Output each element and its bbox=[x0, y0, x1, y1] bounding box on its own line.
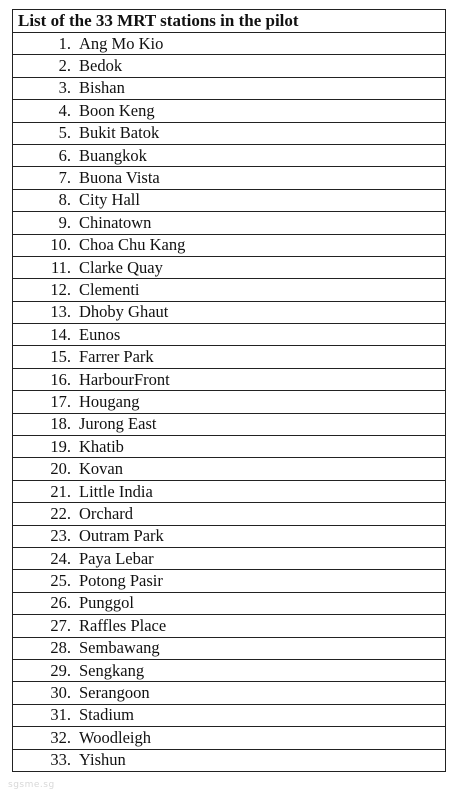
row-number: 19. bbox=[50, 436, 71, 456]
row-number: 4. bbox=[58, 100, 71, 120]
station-name: Bukit Batok bbox=[79, 123, 160, 143]
station-name: Yishun bbox=[79, 750, 126, 770]
table-row bbox=[13, 749, 446, 771]
table-cell bbox=[13, 659, 446, 681]
table-cell bbox=[13, 189, 446, 211]
table-row bbox=[13, 704, 446, 726]
table-cell bbox=[13, 570, 446, 592]
table-cell bbox=[13, 324, 446, 346]
table-row bbox=[13, 637, 446, 659]
station-name: Bedok bbox=[79, 56, 123, 76]
row-number: 12. bbox=[50, 279, 71, 299]
table-cell bbox=[13, 413, 446, 435]
row-number: 5. bbox=[58, 123, 71, 143]
mrt-stations-table bbox=[12, 9, 446, 772]
table-row bbox=[13, 77, 446, 99]
row-number: 1. bbox=[58, 33, 71, 53]
station-name: Little India bbox=[79, 481, 153, 501]
table-row bbox=[13, 659, 446, 681]
table-cell bbox=[13, 301, 446, 323]
row-number: 15. bbox=[50, 347, 71, 367]
table-row bbox=[13, 234, 446, 256]
table-row bbox=[13, 391, 446, 413]
table-row bbox=[13, 346, 446, 368]
table-row bbox=[13, 33, 446, 55]
row-number: 33. bbox=[50, 750, 71, 770]
table-cell bbox=[13, 615, 446, 637]
row-number: 13. bbox=[50, 302, 71, 322]
row-number: 28. bbox=[50, 638, 71, 658]
station-name: Hougang bbox=[79, 391, 140, 411]
table-cell bbox=[13, 144, 446, 166]
station-name: Clementi bbox=[79, 279, 140, 299]
row-number: 30. bbox=[50, 683, 71, 703]
table-cell bbox=[13, 525, 446, 547]
row-number: 18. bbox=[50, 414, 71, 434]
station-name: Choa Chu Kang bbox=[79, 235, 186, 255]
table-cell bbox=[13, 704, 446, 726]
table-cell bbox=[13, 77, 446, 99]
table-row bbox=[13, 570, 446, 592]
table-row bbox=[13, 480, 446, 502]
table-row bbox=[13, 100, 446, 122]
table-row bbox=[13, 279, 446, 301]
row-number: 10. bbox=[50, 235, 71, 255]
table-cell bbox=[13, 212, 446, 234]
station-name: Serangoon bbox=[79, 683, 150, 703]
station-name: Stadium bbox=[79, 705, 135, 725]
table-cell bbox=[13, 33, 446, 55]
table-row bbox=[13, 413, 446, 435]
station-name: Jurong East bbox=[79, 414, 157, 434]
table-row bbox=[13, 301, 446, 323]
table-row bbox=[13, 592, 446, 614]
table-row bbox=[13, 547, 446, 569]
table-row bbox=[13, 458, 446, 480]
row-number: 3. bbox=[58, 78, 71, 98]
row-number: 16. bbox=[50, 369, 71, 389]
station-name: Farrer Park bbox=[79, 347, 154, 367]
station-name: Sengkang bbox=[79, 660, 145, 680]
table-row bbox=[13, 525, 446, 547]
row-number: 11. bbox=[50, 257, 71, 277]
station-name: Potong Pasir bbox=[79, 571, 163, 591]
table-cell bbox=[13, 346, 446, 368]
table-header-row bbox=[13, 10, 446, 33]
row-number: 23. bbox=[50, 526, 71, 546]
station-name: Khatib bbox=[79, 436, 124, 456]
table-cell bbox=[13, 122, 446, 144]
row-number: 2. bbox=[58, 56, 71, 76]
row-number: 26. bbox=[50, 593, 71, 613]
station-name: Dhoby Ghaut bbox=[79, 302, 169, 322]
table-cell bbox=[13, 458, 446, 480]
station-name: Chinatown bbox=[79, 212, 152, 232]
station-name: City Hall bbox=[79, 190, 140, 210]
table-row bbox=[13, 167, 446, 189]
station-name: Outram Park bbox=[79, 526, 164, 546]
station-name: Sembawang bbox=[79, 638, 160, 658]
table-row bbox=[13, 122, 446, 144]
table-row bbox=[13, 144, 446, 166]
station-name: Kovan bbox=[79, 459, 123, 479]
row-number: 6. bbox=[58, 145, 71, 165]
station-name: Woodleigh bbox=[79, 727, 151, 747]
table-row bbox=[13, 368, 446, 390]
table-cell bbox=[13, 480, 446, 502]
row-number: 31. bbox=[50, 705, 71, 725]
table-row bbox=[13, 189, 446, 211]
row-number: 9. bbox=[58, 212, 71, 232]
table-cell bbox=[13, 503, 446, 525]
table-row bbox=[13, 55, 446, 77]
watermark: sgsme.sg bbox=[8, 780, 55, 790]
table-body bbox=[13, 33, 446, 772]
table-row bbox=[13, 682, 446, 704]
table-cell bbox=[13, 592, 446, 614]
table-cell bbox=[13, 55, 446, 77]
station-name: Bishan bbox=[79, 78, 125, 98]
station-name: Ang Mo Kio bbox=[79, 33, 164, 53]
table-cell bbox=[13, 100, 446, 122]
table-cell bbox=[13, 391, 446, 413]
table-cell bbox=[13, 749, 446, 771]
station-name: Buona Vista bbox=[79, 168, 160, 188]
station-name: HarbourFront bbox=[79, 369, 170, 389]
table-row bbox=[13, 727, 446, 749]
table-cell bbox=[13, 368, 446, 390]
table-row bbox=[13, 324, 446, 346]
table-cell bbox=[13, 234, 446, 256]
station-name: Orchard bbox=[79, 503, 134, 523]
table-row bbox=[13, 503, 446, 525]
row-number: 32. bbox=[50, 727, 71, 747]
station-name: Buangkok bbox=[79, 145, 147, 165]
table-row bbox=[13, 615, 446, 637]
table-row bbox=[13, 256, 446, 278]
table-cell bbox=[13, 279, 446, 301]
row-number: 21. bbox=[50, 481, 71, 501]
row-number: 24. bbox=[50, 548, 71, 568]
table-cell bbox=[13, 682, 446, 704]
table-cell bbox=[13, 167, 446, 189]
table-header: List of the 33 MRT stations in the pilot bbox=[13, 10, 446, 33]
table-row bbox=[13, 436, 446, 458]
row-number: 20. bbox=[50, 459, 71, 479]
row-number: 27. bbox=[50, 615, 71, 635]
table-cell bbox=[13, 727, 446, 749]
row-number: 25. bbox=[50, 571, 71, 591]
station-name: Eunos bbox=[79, 324, 121, 344]
row-number: 17. bbox=[50, 391, 71, 411]
row-number: 7. bbox=[58, 168, 71, 188]
station-name: Punggol bbox=[79, 593, 135, 613]
station-name: Raffles Place bbox=[79, 615, 167, 635]
row-number: 22. bbox=[50, 503, 71, 523]
table-cell bbox=[13, 637, 446, 659]
station-name: Clarke Quay bbox=[79, 257, 163, 277]
station-name: Boon Keng bbox=[79, 100, 155, 120]
station-name: Paya Lebar bbox=[79, 548, 154, 568]
row-number: 29. bbox=[50, 660, 71, 680]
row-number: 8. bbox=[58, 190, 71, 210]
table-cell bbox=[13, 547, 446, 569]
table-cell bbox=[13, 256, 446, 278]
table-cell bbox=[13, 436, 446, 458]
table-row bbox=[13, 212, 446, 234]
row-number: 14. bbox=[50, 324, 71, 344]
